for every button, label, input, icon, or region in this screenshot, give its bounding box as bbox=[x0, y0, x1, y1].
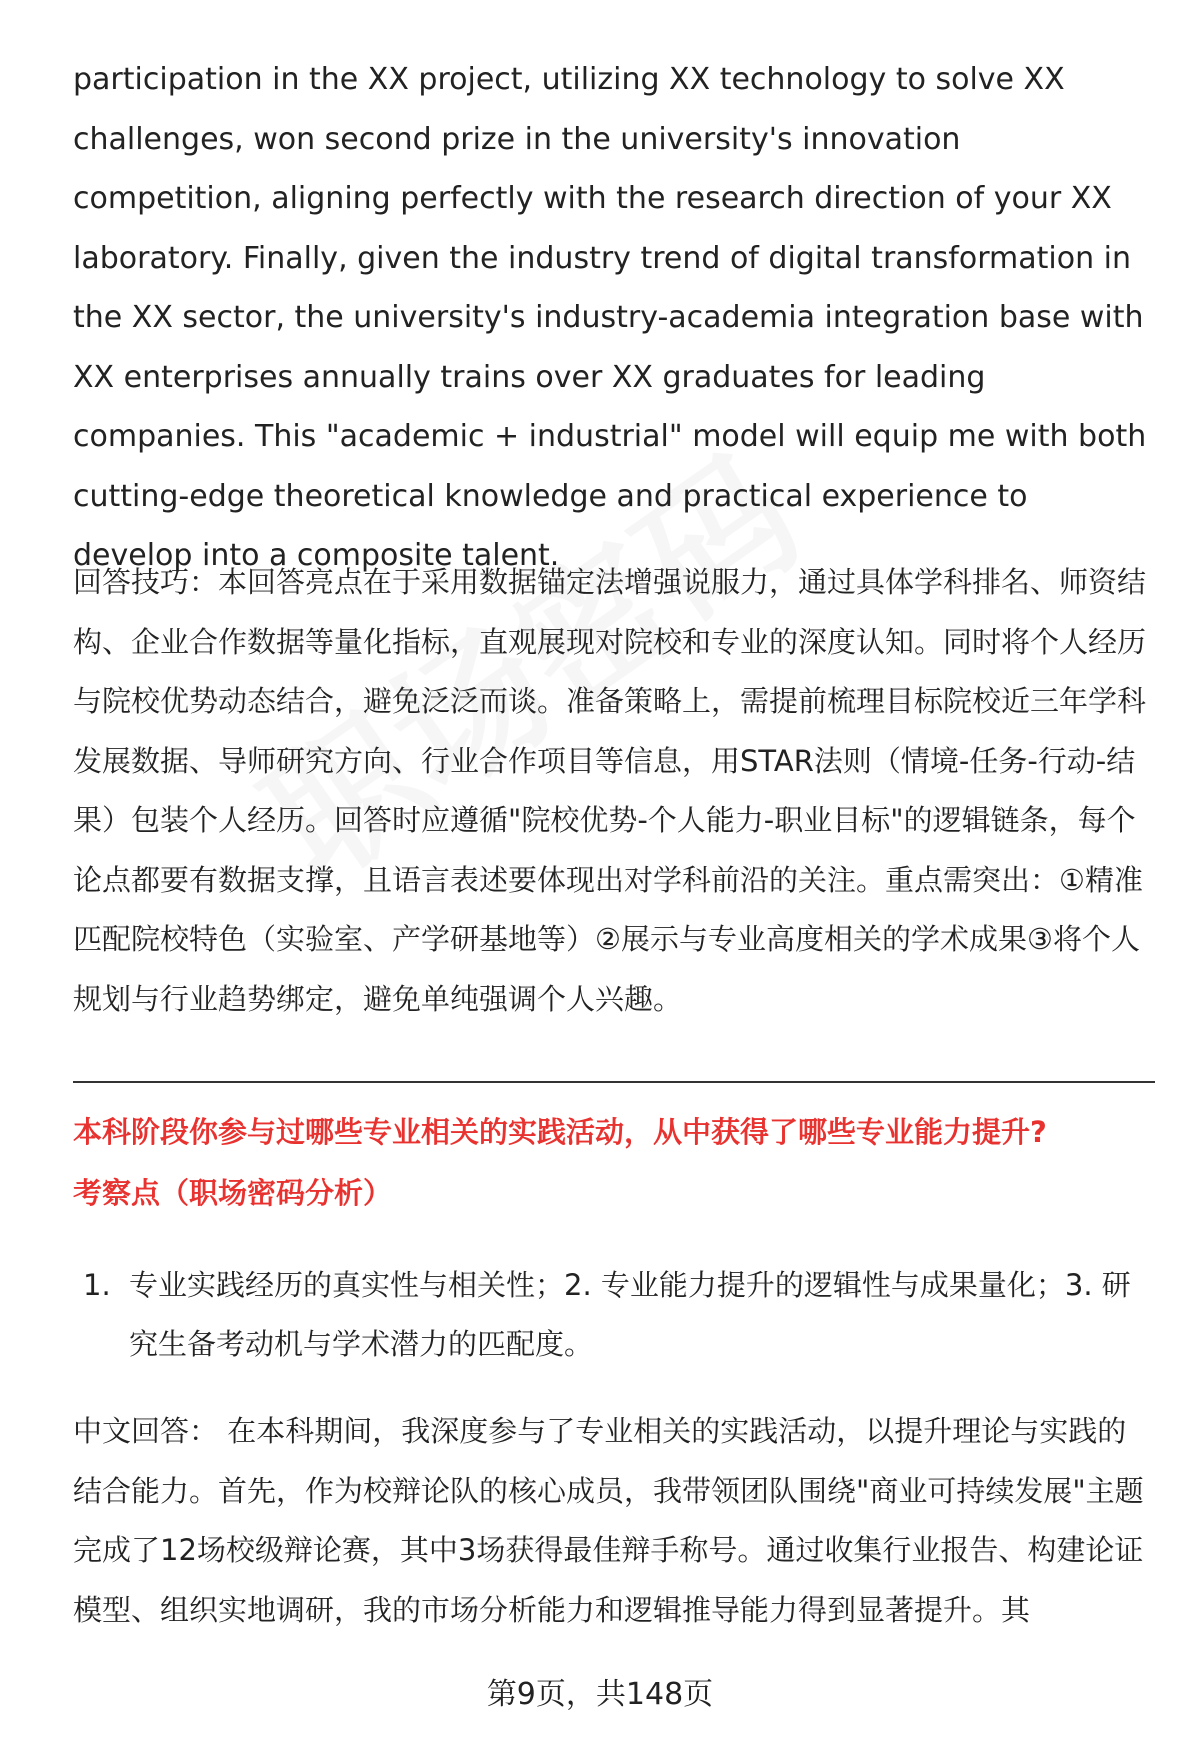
english-answer-paragraph: participation in the XX project, utilizing XX technology to solve XX challenges, won second prize in the university's innovation competition, aligning perfectly with the research direction of your XX laboratory. Finally, given the industry trend of digital transformation in the XX sector, the university's industry-academia integration base with XX enterprises annually trains over XX graduates for leading companies. This "academic + industrial" model will equip me with both cutting-edge theoretical knowledge and practical experience to develop into a composite talent. bbox=[73, 62, 1147, 573]
page-number-footer: 第9页，共148页 bbox=[486, 1677, 714, 1712]
list-item-text: 专业实践经历的真实性与相关性；2. 专业能力提升的逻辑性与成果量化；3. 研究生备考动机与学术潜力的匹配度。 bbox=[129, 1268, 1131, 1361]
chinese-answer-paragraph: 中文回答： 在本科期间，我深度参与了专业相关的实践活动，以提升理论与实践的结合能力。首先，作为校辩论队的核心成员，我带领团队围绕"商业可持续发展"主题完成了12场校级辩论赛，其中3场获得最佳辩手称号。通过收集行业报告、构建论证模型、组织实地调研，我的市场分析能力和逻辑推导能力得到显著提升。其 bbox=[73, 1414, 1144, 1627]
list-item bbox=[83, 1256, 1153, 1374]
assessment-heading: 考察点（职场密码分析） bbox=[73, 1176, 393, 1210]
interview-question: 本科阶段你参与过哪些专业相关的实践活动，从中获得了哪些专业能力提升? bbox=[73, 1115, 1047, 1149]
list-item-number: 1. bbox=[83, 1268, 111, 1302]
answer-tip-paragraph: 回答技巧：本回答亮点在于采用数据锚定法增强说服力，通过具体学科排名、师资结构、企业合作数据等量化指标，直观展现对院校和专业的深度认知。同时将个人经历与院校优势动态结合，避免泛泛而谈。准备策略上，需提前梳理目标院校近三年学科发展数据、导师研究方向、行业合作项目等信息，用STAR法则（情境-任务-行动-结果）包装个人经历。回答时应遵循"院校优势-个人能力-职业目标"的逻辑链条，每个论点都要有数据支撑，且语言表述要体现出对学科前沿的关注。重点需突出：①精准匹配院校特色（实验室、产学研基地等）②展示与专业高度相关的学术成果③将个人规划与行业趋势绑定，避免单纯强调个人兴趣。 bbox=[73, 565, 1147, 1016]
section-divider bbox=[73, 1081, 1155, 1083]
